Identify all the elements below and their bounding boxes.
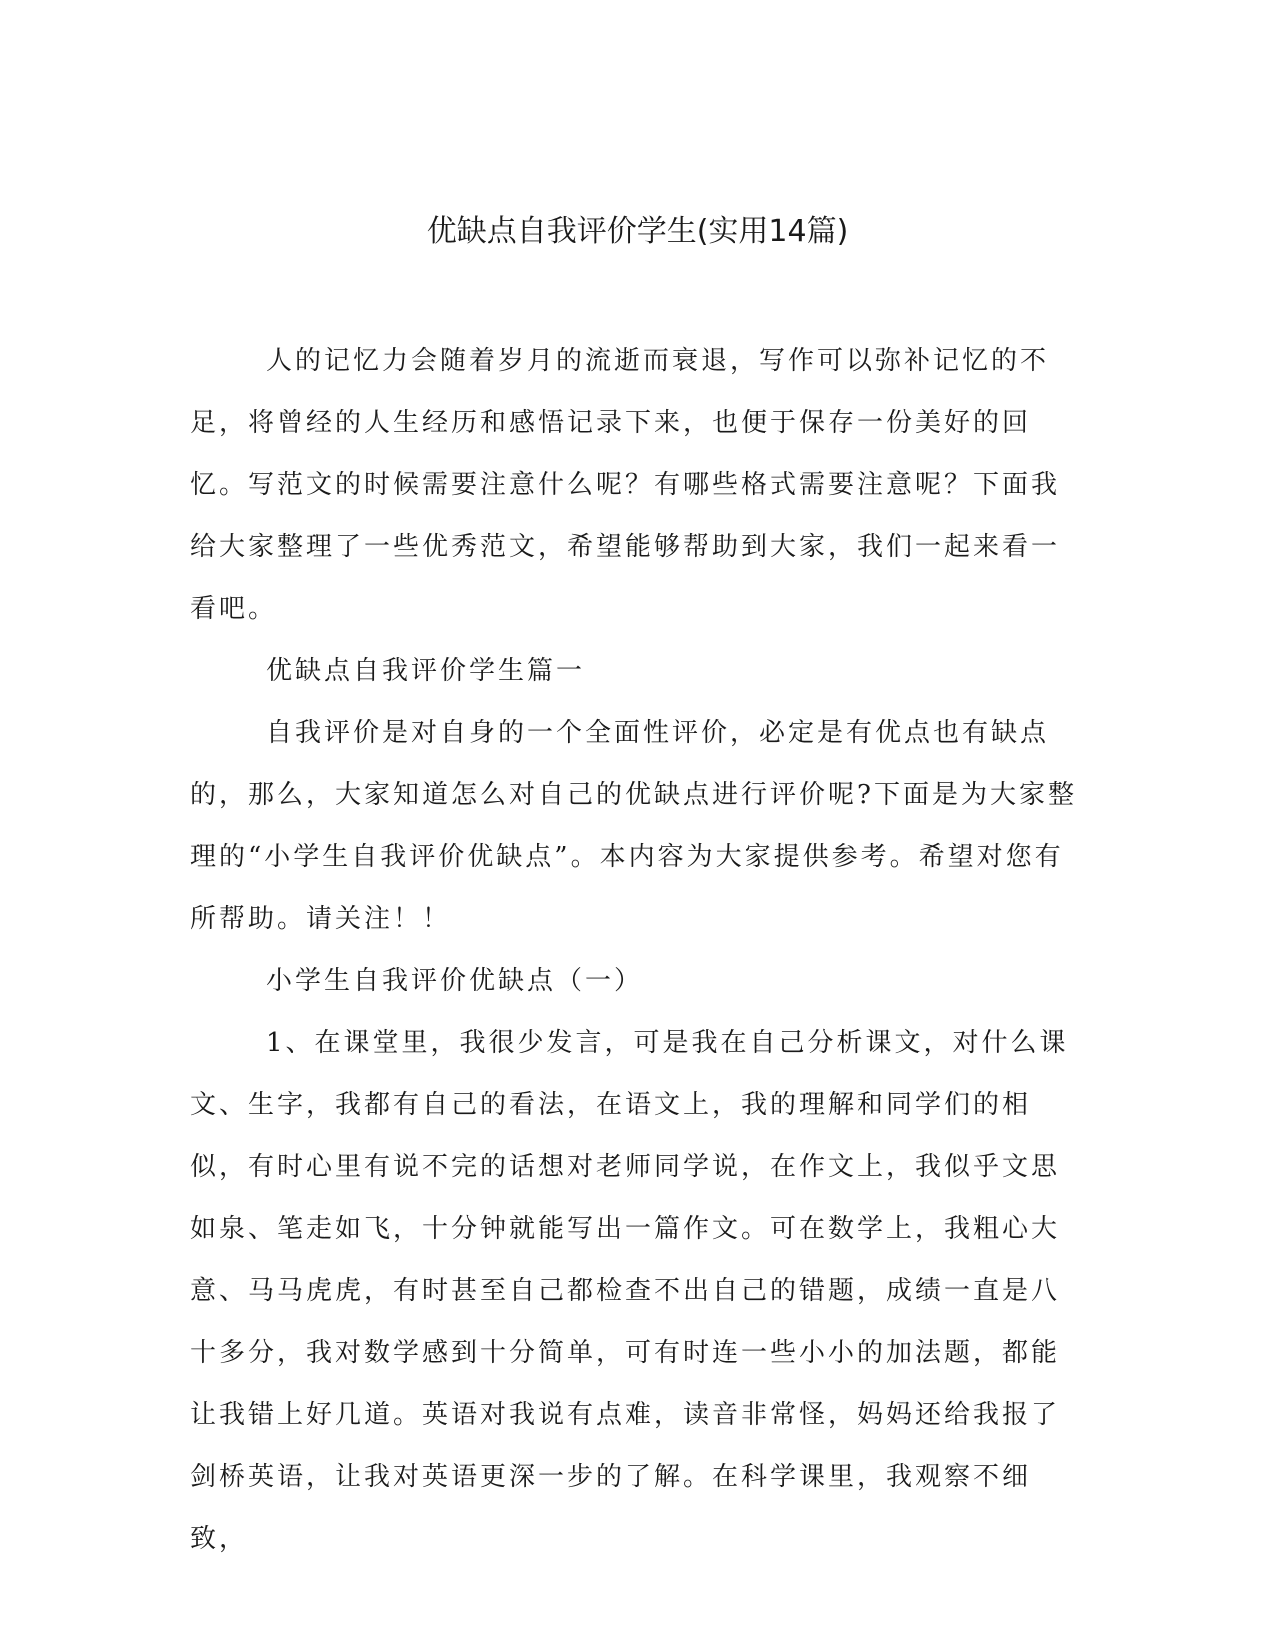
- self-evaluation-intro-paragraph: 自我评价是对自身的一个全面性评价，必定是有优点也有缺点的，那么，大家知道怎么对自己的优缺点进行评价呢?下面是为大家整理的“小学生自我评价优缺点”。本内容为大家提供参考。希望对您有所帮助。请关注！！: [190, 718, 1077, 934]
- section-heading-part-one: 优缺点自我评价学生篇一: [266, 656, 586, 686]
- document-body: [190, 330, 1080, 1570]
- subsection-heading-one: 小学生自我评价优缺点（一）: [266, 966, 644, 996]
- evaluation-paragraph-one: 1、在课堂里，我很少发言，可是我在自己分析课文，对什么课文、生字，我都有自己的看法，在语文上，我的理解和同学们的相似，有时心里有说不完的话想对老师同学说，在作文上，我似乎文思如泉、笔走如飞，十分钟就能写出一篇作文。可在数学上，我粗心大意、马马虎虎，有时甚至自己都检查不出自己的错题，成绩一直是八十多分，我对数学感到十分简单，可有时连一些小小的加法题，都能让我错上好几道。英语对我说有点难，读音非常怪，妈妈还给我报了剑桥英语，让我对英语更深一步的了解。在科学课里，我观察不细致，: [190, 1028, 1069, 1554]
- intro-paragraph: 人的记忆力会随着岁月的流逝而衰退，写作可以弥补记忆的不足，将曾经的人生经历和感悟记录下来，也便于保存一份美好的回忆。写范文的时候需要注意什么呢？有哪些格式需要注意呢？下面我给大家整理了一些优秀范文，希望能够帮助到大家，我们一起来看一看吧。: [190, 346, 1061, 624]
- document-title: 优缺点自我评价学生(实用14篇): [426, 214, 849, 249]
